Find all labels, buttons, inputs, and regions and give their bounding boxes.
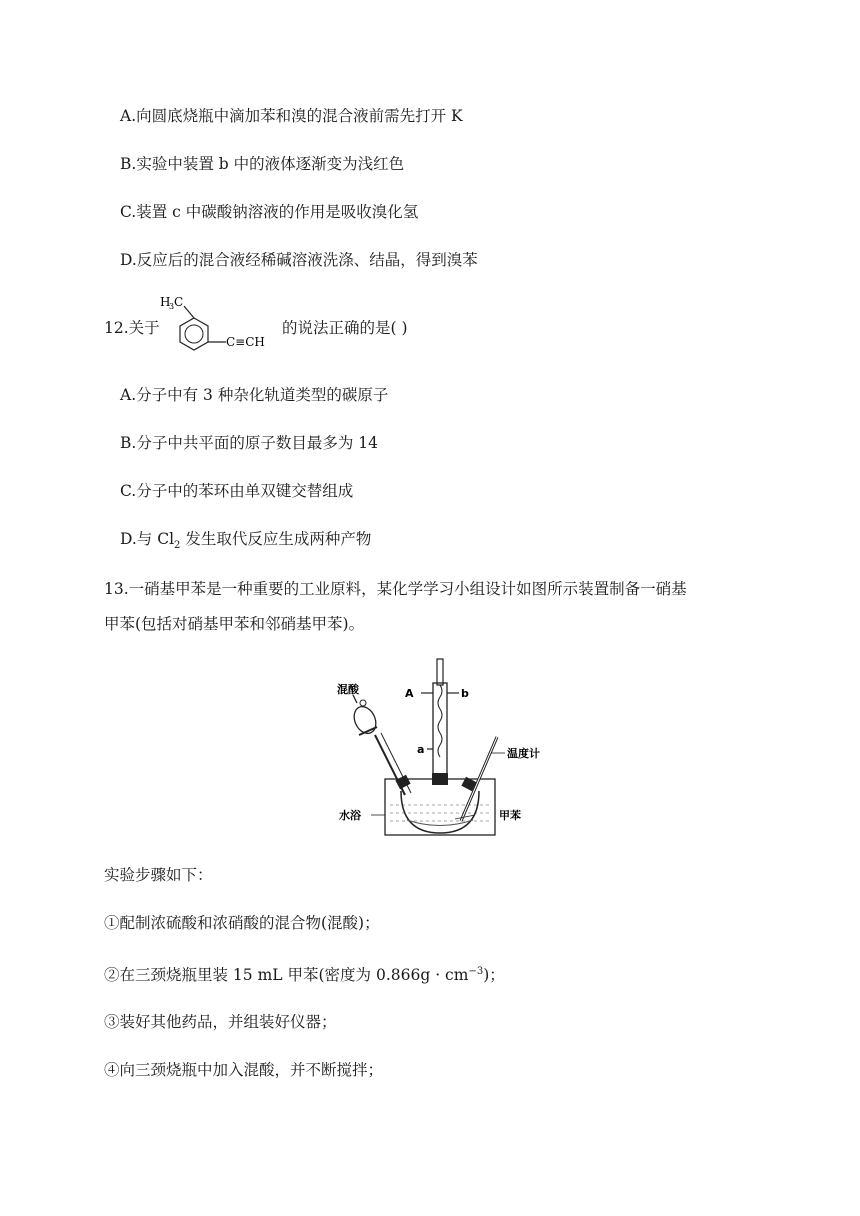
q12-option-b: B.分子中共平面的原子数目最多为 14 bbox=[120, 434, 378, 452]
step-3: ③装好其他药品，并组装好仪器； bbox=[104, 1013, 337, 1031]
q12-option-d-post: 发生取代反应生成两种产物 bbox=[180, 530, 372, 548]
step-2-post: )； bbox=[483, 966, 505, 985]
molecule-structure bbox=[160, 292, 284, 362]
label-mixed-acid: 混酸 bbox=[337, 683, 359, 696]
q11-option-d: D.反应后的混合液经稀碱溶液洗涤、结晶，得到溴苯 bbox=[120, 251, 478, 269]
step-4: ④向三颈烧瓶中加入混酸，并不断搅拌； bbox=[104, 1061, 384, 1079]
step-1: ①配制浓硫酸和浓硝酸的混合物(混酸)； bbox=[104, 914, 380, 932]
condenser-top-tube bbox=[437, 659, 443, 685]
alkyne-label: C≡CH bbox=[226, 335, 265, 349]
benzene-ring bbox=[180, 318, 208, 350]
aromatic-circle bbox=[185, 325, 203, 343]
q11-option-a: A.向圆底烧瓶中滴加苯和溴的混合液前需先打开 K bbox=[120, 107, 463, 125]
q13-line1: 13.一硝基甲苯是一种重要的工业原料，某化学学习小组设计如图所示装置制备一硝基 bbox=[104, 580, 687, 598]
apparatus-figure bbox=[335, 655, 540, 845]
q12-option-d bbox=[120, 528, 371, 557]
q12-option-d-sub: 2 bbox=[174, 540, 181, 552]
step-2 bbox=[104, 961, 505, 986]
q12-option-a: A.分子中有 3 种杂化轨道类型的碳原子 bbox=[120, 386, 389, 404]
label-water-bath: 水浴 bbox=[339, 809, 361, 822]
methyl-sub: 3 bbox=[169, 302, 175, 311]
three-neck-flask bbox=[401, 791, 479, 833]
label-a-upper: A bbox=[405, 687, 414, 700]
methyl-bond bbox=[184, 306, 194, 318]
step-2-pre: ②在三颈烧瓶里装 15 mL 甲苯(密度为 0.866g · cm bbox=[104, 966, 469, 985]
methyl-h: H bbox=[160, 295, 171, 309]
q11-option-b: B.实验中装置 b 中的液体逐渐变为浅红色 bbox=[120, 155, 405, 173]
q12-option-c: C.分子中的苯环由单双键交替组成 bbox=[120, 482, 354, 500]
q12-prefix: 12.关于 bbox=[104, 319, 160, 337]
condenser-coil bbox=[438, 685, 442, 757]
q12-option-d-pre: D.与 Cl bbox=[120, 530, 175, 548]
label-thermometer: 温度计 bbox=[507, 747, 540, 760]
label-b: b bbox=[461, 687, 469, 700]
steps-intro: 实验步骤如下： bbox=[104, 866, 213, 884]
q11-option-c: C.装置 c 中碳酸钠溶液的作用是吸收溴化氢 bbox=[120, 203, 419, 221]
q12-suffix: 的说法正确的是( ) bbox=[282, 319, 408, 337]
methyl-c: C bbox=[174, 295, 184, 309]
label-toluene: 甲苯 bbox=[499, 809, 521, 822]
label-a-lower: a bbox=[417, 743, 425, 756]
step-2-sup: −3 bbox=[468, 966, 484, 977]
q13-line2: 甲苯(包括对硝基甲苯和邻硝基甲苯)。 bbox=[104, 615, 365, 633]
